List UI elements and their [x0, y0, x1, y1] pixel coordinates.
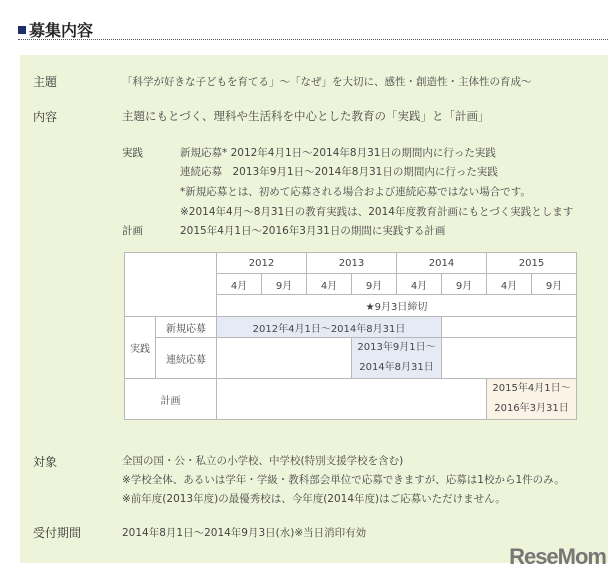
corner-cell	[125, 253, 217, 317]
plan-period-end: 2016年3月31日	[494, 403, 569, 414]
schedule-table	[124, 252, 577, 420]
heading-text: 募集内容	[29, 21, 94, 40]
target-line: ※前年度(2013年度)の最優秀校は、今年度(2014年度)はご応募いただけません。	[122, 493, 506, 505]
practice-line: ※2014年4月～8月31日の教育実践は、2014年度教育計画にもとづく実践とします	[180, 206, 574, 218]
plan-period-start: 2015年4月1日～	[492, 383, 571, 394]
content-label: 内容	[33, 110, 58, 124]
month-header: 9月	[352, 274, 397, 295]
content-text: 主題にもとづく、理科や生活科を中心とした教育の「実践」と「計画」	[122, 109, 490, 123]
divider	[18, 39, 608, 40]
year-header: 2012	[217, 253, 307, 274]
practice-label: 実践	[122, 147, 143, 159]
plan-text: 2015年4月1日～2016年3月31日の期間に実践する計画	[180, 225, 446, 237]
cont-period-cell	[352, 338, 442, 379]
target-line: 全国の国・公・私立の小学校、中学校(特別支援学校を含む)	[122, 455, 404, 467]
plan-label: 計画	[122, 225, 143, 237]
target-label: 対象	[33, 455, 58, 469]
square-bullet-icon	[18, 26, 26, 34]
year-header: 2014	[397, 253, 487, 274]
empty-cell	[442, 338, 577, 379]
empty-cell	[442, 317, 577, 338]
empty-cell	[217, 379, 487, 420]
practice-row-head: 実践	[125, 317, 156, 379]
month-header: 9月	[442, 274, 487, 295]
practice-line: 新規応募* 2012年4月1日～2014年8月31日の期間内に行った実践	[180, 147, 496, 159]
new-period-cell: 2012年4月1日～2014年8月31日	[217, 317, 442, 338]
cont-period-end: 2014年8月31日	[359, 362, 434, 373]
section-heading	[18, 18, 93, 41]
month-header: 4月	[397, 274, 442, 295]
theme-text: 「科学が好きな子どもを育てる」～「なぜ」を大切に、感性・創造性・主体性の育成～	[122, 76, 532, 88]
month-header: 9月	[262, 274, 307, 295]
period-label: 受付期間	[33, 526, 82, 540]
resemom-logo: ReseMom	[509, 544, 606, 569]
year-header: 2015	[487, 253, 577, 274]
plan-row-head: 計画	[125, 379, 217, 420]
month-header: 9月	[532, 274, 577, 295]
cont-row-head: 連続応募	[156, 338, 217, 379]
practice-line: *新規応募とは、初めて応募される場合および連続応募ではない場合です。	[180, 186, 531, 198]
practice-line: 連続応募 2013年9月1日～2014年8月31日の期間内に行った実践	[180, 166, 498, 178]
target-line: ※学校全体、あるいは学年・学級・教科部会単位で応募できますが、応募は1校から1件のみ。	[122, 474, 565, 486]
month-header: 4月	[487, 274, 532, 295]
new-row-head: 新規応募	[156, 317, 217, 338]
month-header: 4月	[217, 274, 262, 295]
empty-cell	[217, 338, 352, 379]
plan-period-cell	[487, 379, 577, 420]
deadline-cell: ★9月3日締切	[217, 295, 577, 317]
theme-label: 主題	[33, 75, 58, 89]
period-text: 2014年8月1日～2014年9月3日(水)※当日消印有効	[122, 527, 367, 539]
cont-period-start: 2013年9月1日～	[357, 342, 436, 353]
month-header: 4月	[307, 274, 352, 295]
year-header: 2013	[307, 253, 397, 274]
